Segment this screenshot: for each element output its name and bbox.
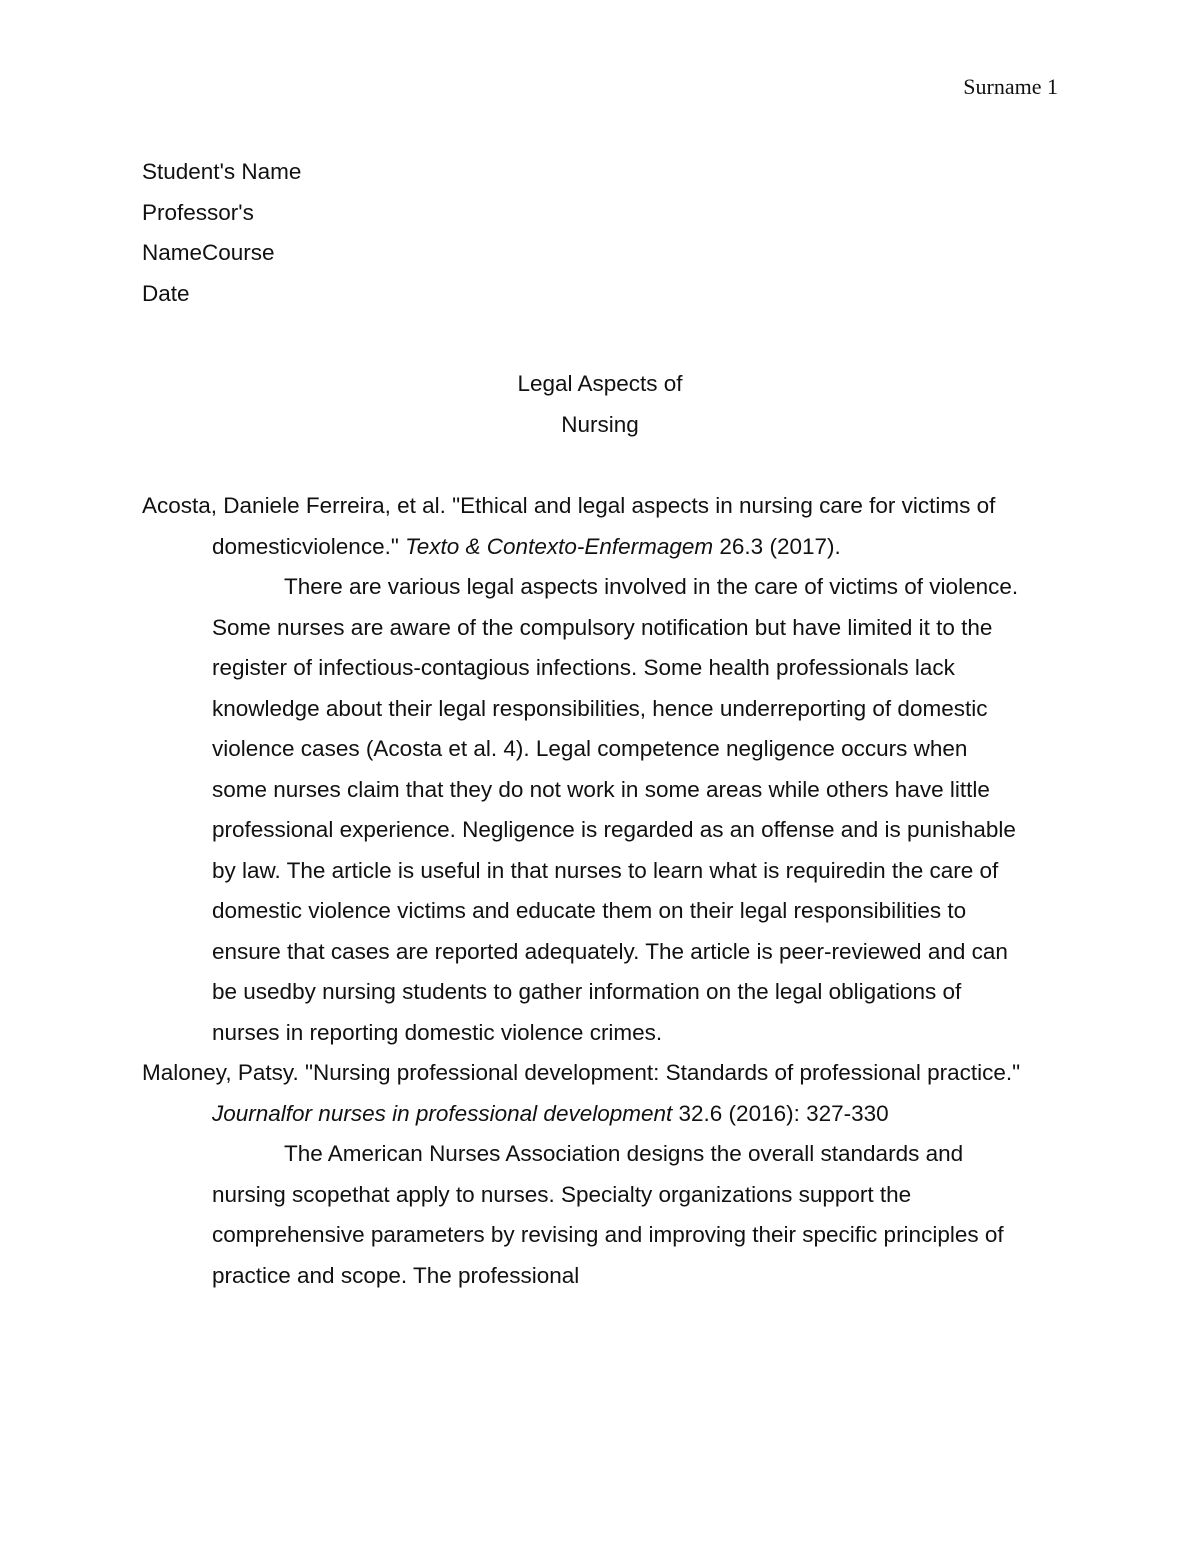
citation-line: Acosta, Daniele Ferreira, et al. "Ethical and legal aspects in nursing care for victims of [142, 493, 996, 518]
name-course-line: NameCourse [142, 240, 275, 265]
annotation-line: some nurses claim that they do not work in some areas while others have little [212, 776, 990, 802]
annotation-line: violence cases (Acosta et al. 4). Legal competence negligence occurs when [212, 736, 968, 761]
title-line-2: Nursing [561, 411, 639, 437]
annotation-line: professional experience. Negligence is regarded as an offense and is punishable [212, 817, 1016, 842]
annotation-line: register of infectious-contagious infections. Some health professionals lack [212, 655, 955, 680]
annotation-line: domestic violence victims and educate them on their legal responsibilities to [212, 898, 967, 923]
running-head: Surname 1 [963, 74, 1058, 99]
annotation-line: be usedby nursing students to gather information on the legal obligations of [212, 979, 962, 1004]
citation-line: Maloney, Patsy. "Nursing professional development: Standards of professional practice." [142, 1060, 1021, 1085]
annotation-line: nurses in reporting domestic violence crimes. [212, 1019, 663, 1045]
annotation-line: nursing scopethat apply to nurses. Specialty organizations support the [212, 1181, 912, 1207]
student-name-line: Student's Name [142, 159, 302, 184]
citation-volume: 26.3 (2017). [713, 533, 841, 559]
document-title [0, 364, 1200, 445]
bibliography-entry-acosta [142, 486, 1018, 1053]
annotation-line: comprehensive parameters by revising and improving their specific principles of [212, 1222, 1004, 1247]
header-block [142, 152, 301, 314]
annotation-line: practice and scope. The professional [212, 1262, 580, 1288]
annotation-line: Some nurses are aware of the compulsory notification but have limited it to the [212, 614, 993, 640]
journal-title: Journalfor nurses in professional development [212, 1100, 673, 1126]
title-line-1: Legal Aspects of [517, 371, 683, 396]
date-line: Date [142, 280, 190, 306]
journal-title: Texto & Contexto-Enfermagem [405, 533, 714, 559]
citation-continuation [142, 527, 1018, 568]
bibliography-entry-maloney [142, 1053, 1020, 1296]
citation-text: domesticviolence." [212, 533, 406, 559]
annotation-line: ensure that cases are reported adequately. The article is peer-reviewed and can [212, 938, 1008, 964]
annotation-line: knowledge about their legal responsibilities, hence underreporting of domestic [212, 695, 988, 721]
annotation-line: by law. The article is useful in that nurses to learn what is requiredin the care of [212, 857, 999, 883]
professor-line: Professor's [142, 199, 254, 225]
citation-volume: 32.6 (2016): 327-330 [672, 1100, 889, 1126]
annotation-line: There are various legal aspects involved in the care of victims of violence. [284, 574, 1019, 599]
annotation-line: The American Nurses Association designs the overall standards and [284, 1141, 964, 1166]
citation-continuation [142, 1094, 1020, 1135]
